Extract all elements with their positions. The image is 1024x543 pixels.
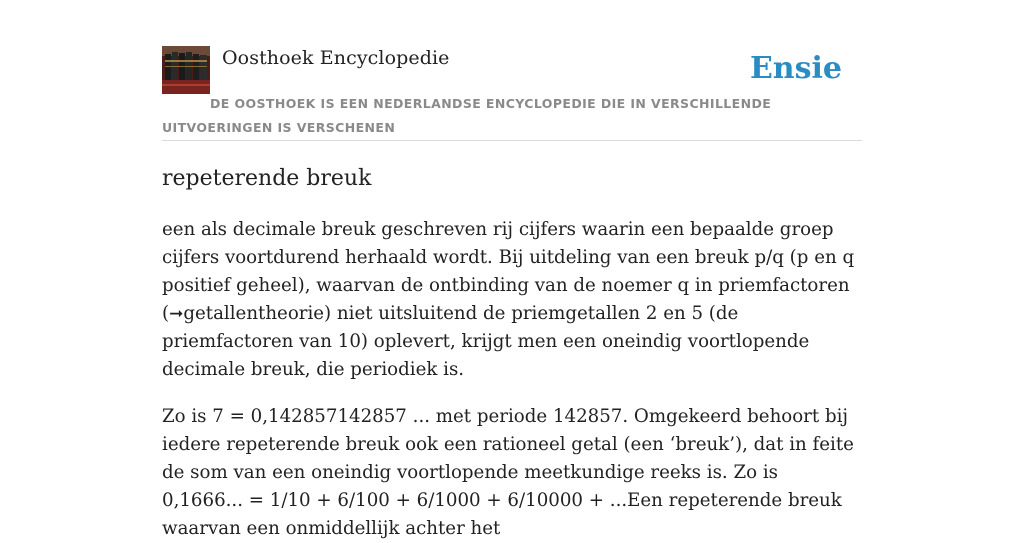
site-tagline: DE OOSTHOEK IS EEN NEDERLANDSE ENCYCLOPEDIE DIE IN VERSCHILLENDE UITVOERINGEN IS VERSCHENEN [162, 96, 772, 135]
brand-logo[interactable]: Ensie [749, 51, 842, 86]
site-header [162, 46, 862, 141]
book-spines-icon [162, 46, 210, 94]
article-paragraph [162, 216, 862, 384]
arrow-icon: ➞ [169, 304, 184, 324]
article-paragraph: Zo is 7 = 0,142857142857 ... met periode 142857. Omgekeerd behoort bij iedere repeterende breuk ook een rationeel getal (een ‘breuk’), dat in feite de som van een oneindig voortlopende meetkundige reeks is. Zo is 0,1666... = 1/10 + 6/100 + 6/1000 + 6/10000 + ...Een repeterende breuk waarvan een onmiddellijk achter het [162, 406, 854, 539]
crossref-link[interactable]: getallentheorie [183, 303, 325, 324]
paragraph-text: een als decimale breuk geschreven rij cijfers waarin een bepaalde groep cijfers voortdurend herhaald wordt. Bij uitdeling van een breuk p/q (p en q positief geheel), waarvan de ontbinding van de noemer q in priemfactoren ( [162, 219, 855, 324]
article-title: repeterende breuk [162, 166, 372, 191]
avatar[interactable] [162, 46, 210, 94]
site-title[interactable]: Oosthoek Encyclopedie [222, 47, 450, 69]
article [162, 160, 862, 543]
paragraph-text: ) niet uitsluitend de priemgetallen 2 en 5 (de priemfactoren van 10) oplevert, krijgt men een oneindig voortlopende decimale breuk, die periodiek is. [162, 303, 810, 380]
